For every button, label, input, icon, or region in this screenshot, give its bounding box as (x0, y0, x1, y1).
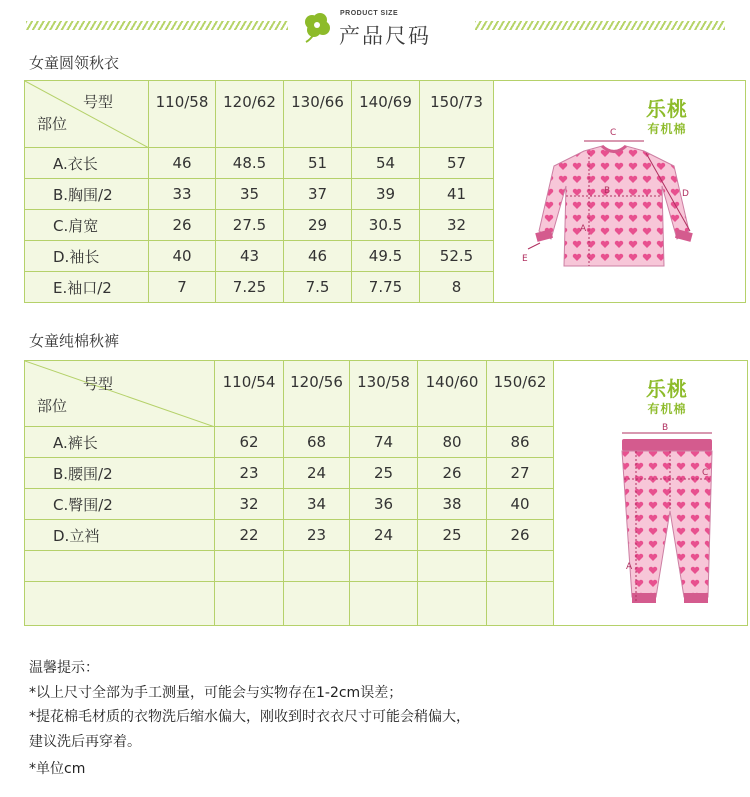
dim-label-a: A (580, 224, 587, 234)
shirt-cell: 41 (420, 179, 494, 210)
corner-part-label: 部位 (37, 397, 68, 415)
shirt-cell: 48.5 (216, 148, 284, 179)
pants-cell: 40 (487, 489, 554, 520)
shirt-size-header: 140/69 (352, 81, 420, 148)
shirt-size-header: 110/58 (149, 81, 216, 148)
pants-empty-cell (487, 582, 554, 626)
shirt-row-label: B.胸围/2 (25, 179, 149, 210)
corner-size-label: 号型 (83, 375, 114, 393)
pants-cell: 26 (418, 458, 487, 489)
flower-logo-icon (300, 10, 334, 44)
pants-cell: 24 (284, 458, 350, 489)
pants-cell: 23 (284, 520, 350, 551)
shirt-size-table (24, 80, 746, 303)
dim-label-b: B (604, 186, 611, 196)
shirt-size-header: 150/73 (420, 81, 494, 148)
pants-empty-cell (284, 582, 350, 626)
corner-part-label: 部位 (37, 115, 68, 133)
pants-empty-cell (487, 551, 554, 582)
shirt-cell: 35 (216, 179, 284, 210)
pants-row-label: D.立裆 (25, 520, 215, 551)
notes-line: *提花棉毛材质的衣物洗后缩水偏大，刚收到时衣衣尺寸可能会稍偏大， (29, 709, 470, 725)
shirt-row-label: D.袖长 (25, 241, 149, 272)
pants-cell: 26 (487, 520, 554, 551)
shirt-cell: 7 (149, 272, 216, 303)
pants-diagram-cell (554, 361, 748, 626)
shirt-corner-header (25, 81, 149, 148)
pants-cell: 32 (215, 489, 284, 520)
pants-cell: 22 (215, 520, 284, 551)
pants-empty-cell (418, 582, 487, 626)
pants-size-header: 150/62 (487, 361, 554, 427)
pants-cell: 23 (215, 458, 284, 489)
shirt-cell: 8 (420, 272, 494, 303)
pants-row-label: A.裤长 (25, 427, 215, 458)
pants-empty-cell (25, 551, 215, 582)
diagonal-line (25, 361, 215, 427)
dim-label-d: D (682, 189, 689, 199)
pants-size-header: 140/60 (418, 361, 487, 427)
page-title: 产品尺码 (339, 24, 431, 48)
shirt-diagram-cell (494, 81, 746, 303)
pants-cell: 36 (350, 489, 418, 520)
shirt-cell: 32 (420, 210, 494, 241)
shirt-cell: 26 (149, 210, 216, 241)
shirt-cell: 7.25 (216, 272, 284, 303)
shirt-cell: 29 (284, 210, 352, 241)
shirt-section-title: 女童圆领秋衣 (29, 54, 120, 72)
pants-size-header: 110/54 (215, 361, 284, 427)
shirt-cell: 54 (352, 148, 420, 179)
pants-cell: 86 (487, 427, 554, 458)
header-subtitle: PRODUCT SIZE (340, 10, 399, 17)
pants-empty-cell (284, 551, 350, 582)
pants-cell: 25 (350, 458, 418, 489)
shirt-cell: 46 (149, 148, 216, 179)
shirt-cell: 52.5 (420, 241, 494, 272)
shirt-row-label: C.肩宽 (25, 210, 149, 241)
pants-empty-cell (350, 551, 418, 582)
shirt-cell: 39 (352, 179, 420, 210)
pants-empty-cell (418, 551, 487, 582)
notes-line: *以上尺寸全部为手工测量，可能会与实物存在1-2cm误差； (29, 684, 403, 701)
dim-label-c: C (610, 128, 617, 138)
shirt-size-header: 130/66 (284, 81, 352, 148)
pants-corner-header (25, 361, 215, 427)
pants-empty-cell (25, 582, 215, 626)
shirt-size-header: 120/62 (216, 81, 284, 148)
brand-subtitle: 有机棉 (647, 402, 687, 416)
notes-title: 温馨提示： (29, 660, 99, 676)
shirt-row-label: A.衣长 (25, 148, 149, 179)
pants-cell: 25 (418, 520, 487, 551)
pants-cell: 62 (215, 427, 284, 458)
dim-label-c: C (702, 468, 709, 478)
pants-cell: 34 (284, 489, 350, 520)
shirt-cell: 40 (149, 241, 216, 272)
pants-section-title: 女童纯棉秋裤 (29, 332, 120, 350)
shirt-cell: 7.5 (284, 272, 352, 303)
brand-subtitle: 有机棉 (647, 122, 687, 136)
notes-line: *单位cm (29, 761, 86, 777)
pants-cell: 27 (487, 458, 554, 489)
pants-size-header: 130/58 (350, 361, 418, 427)
shirt-cell: 57 (420, 148, 494, 179)
shirt-cell: 43 (216, 241, 284, 272)
pants-illustration (604, 421, 734, 621)
shirt-cell: 27.5 (216, 210, 284, 241)
shirt-cell: 49.5 (352, 241, 420, 272)
pants-cell: 74 (350, 427, 418, 458)
pants-row-label: B.腰围/2 (25, 458, 215, 489)
pants-empty-cell (215, 551, 284, 582)
pants-size-table (24, 360, 748, 626)
pants-cell: 68 (284, 427, 350, 458)
pants-cell: 38 (418, 489, 487, 520)
shirt-row-label: E.袖口/2 (25, 272, 149, 303)
shirt-cell: 37 (284, 179, 352, 210)
shirt-cell: 51 (284, 148, 352, 179)
pants-empty-cell (350, 582, 418, 626)
dim-label-e: E (522, 254, 528, 264)
shirt-cell: 30.5 (352, 210, 420, 241)
shirt-cell: 7.75 (352, 272, 420, 303)
pants-size-header: 120/56 (284, 361, 350, 427)
dim-label-a: A (626, 562, 633, 572)
header-stripe-left (26, 21, 288, 30)
notes-block (29, 656, 470, 782)
pants-cell: 80 (418, 427, 487, 458)
shirt-illustration (514, 121, 714, 291)
pants-cell: 24 (350, 520, 418, 551)
shirt-cell: 46 (284, 241, 352, 272)
shirt-cell: 33 (149, 179, 216, 210)
notes-line: 建议洗后再穿着。 (29, 733, 141, 750)
pants-brand (646, 373, 688, 417)
corner-size-label: 号型 (83, 93, 114, 111)
brand-name: 乐桃 (646, 97, 688, 121)
pants-row-label: C.臀围/2 (25, 489, 215, 520)
brand-name: 乐桃 (646, 377, 688, 401)
dim-label-b: B (662, 423, 669, 433)
pants-empty-cell (215, 582, 284, 626)
header-stripe-right (475, 21, 725, 30)
